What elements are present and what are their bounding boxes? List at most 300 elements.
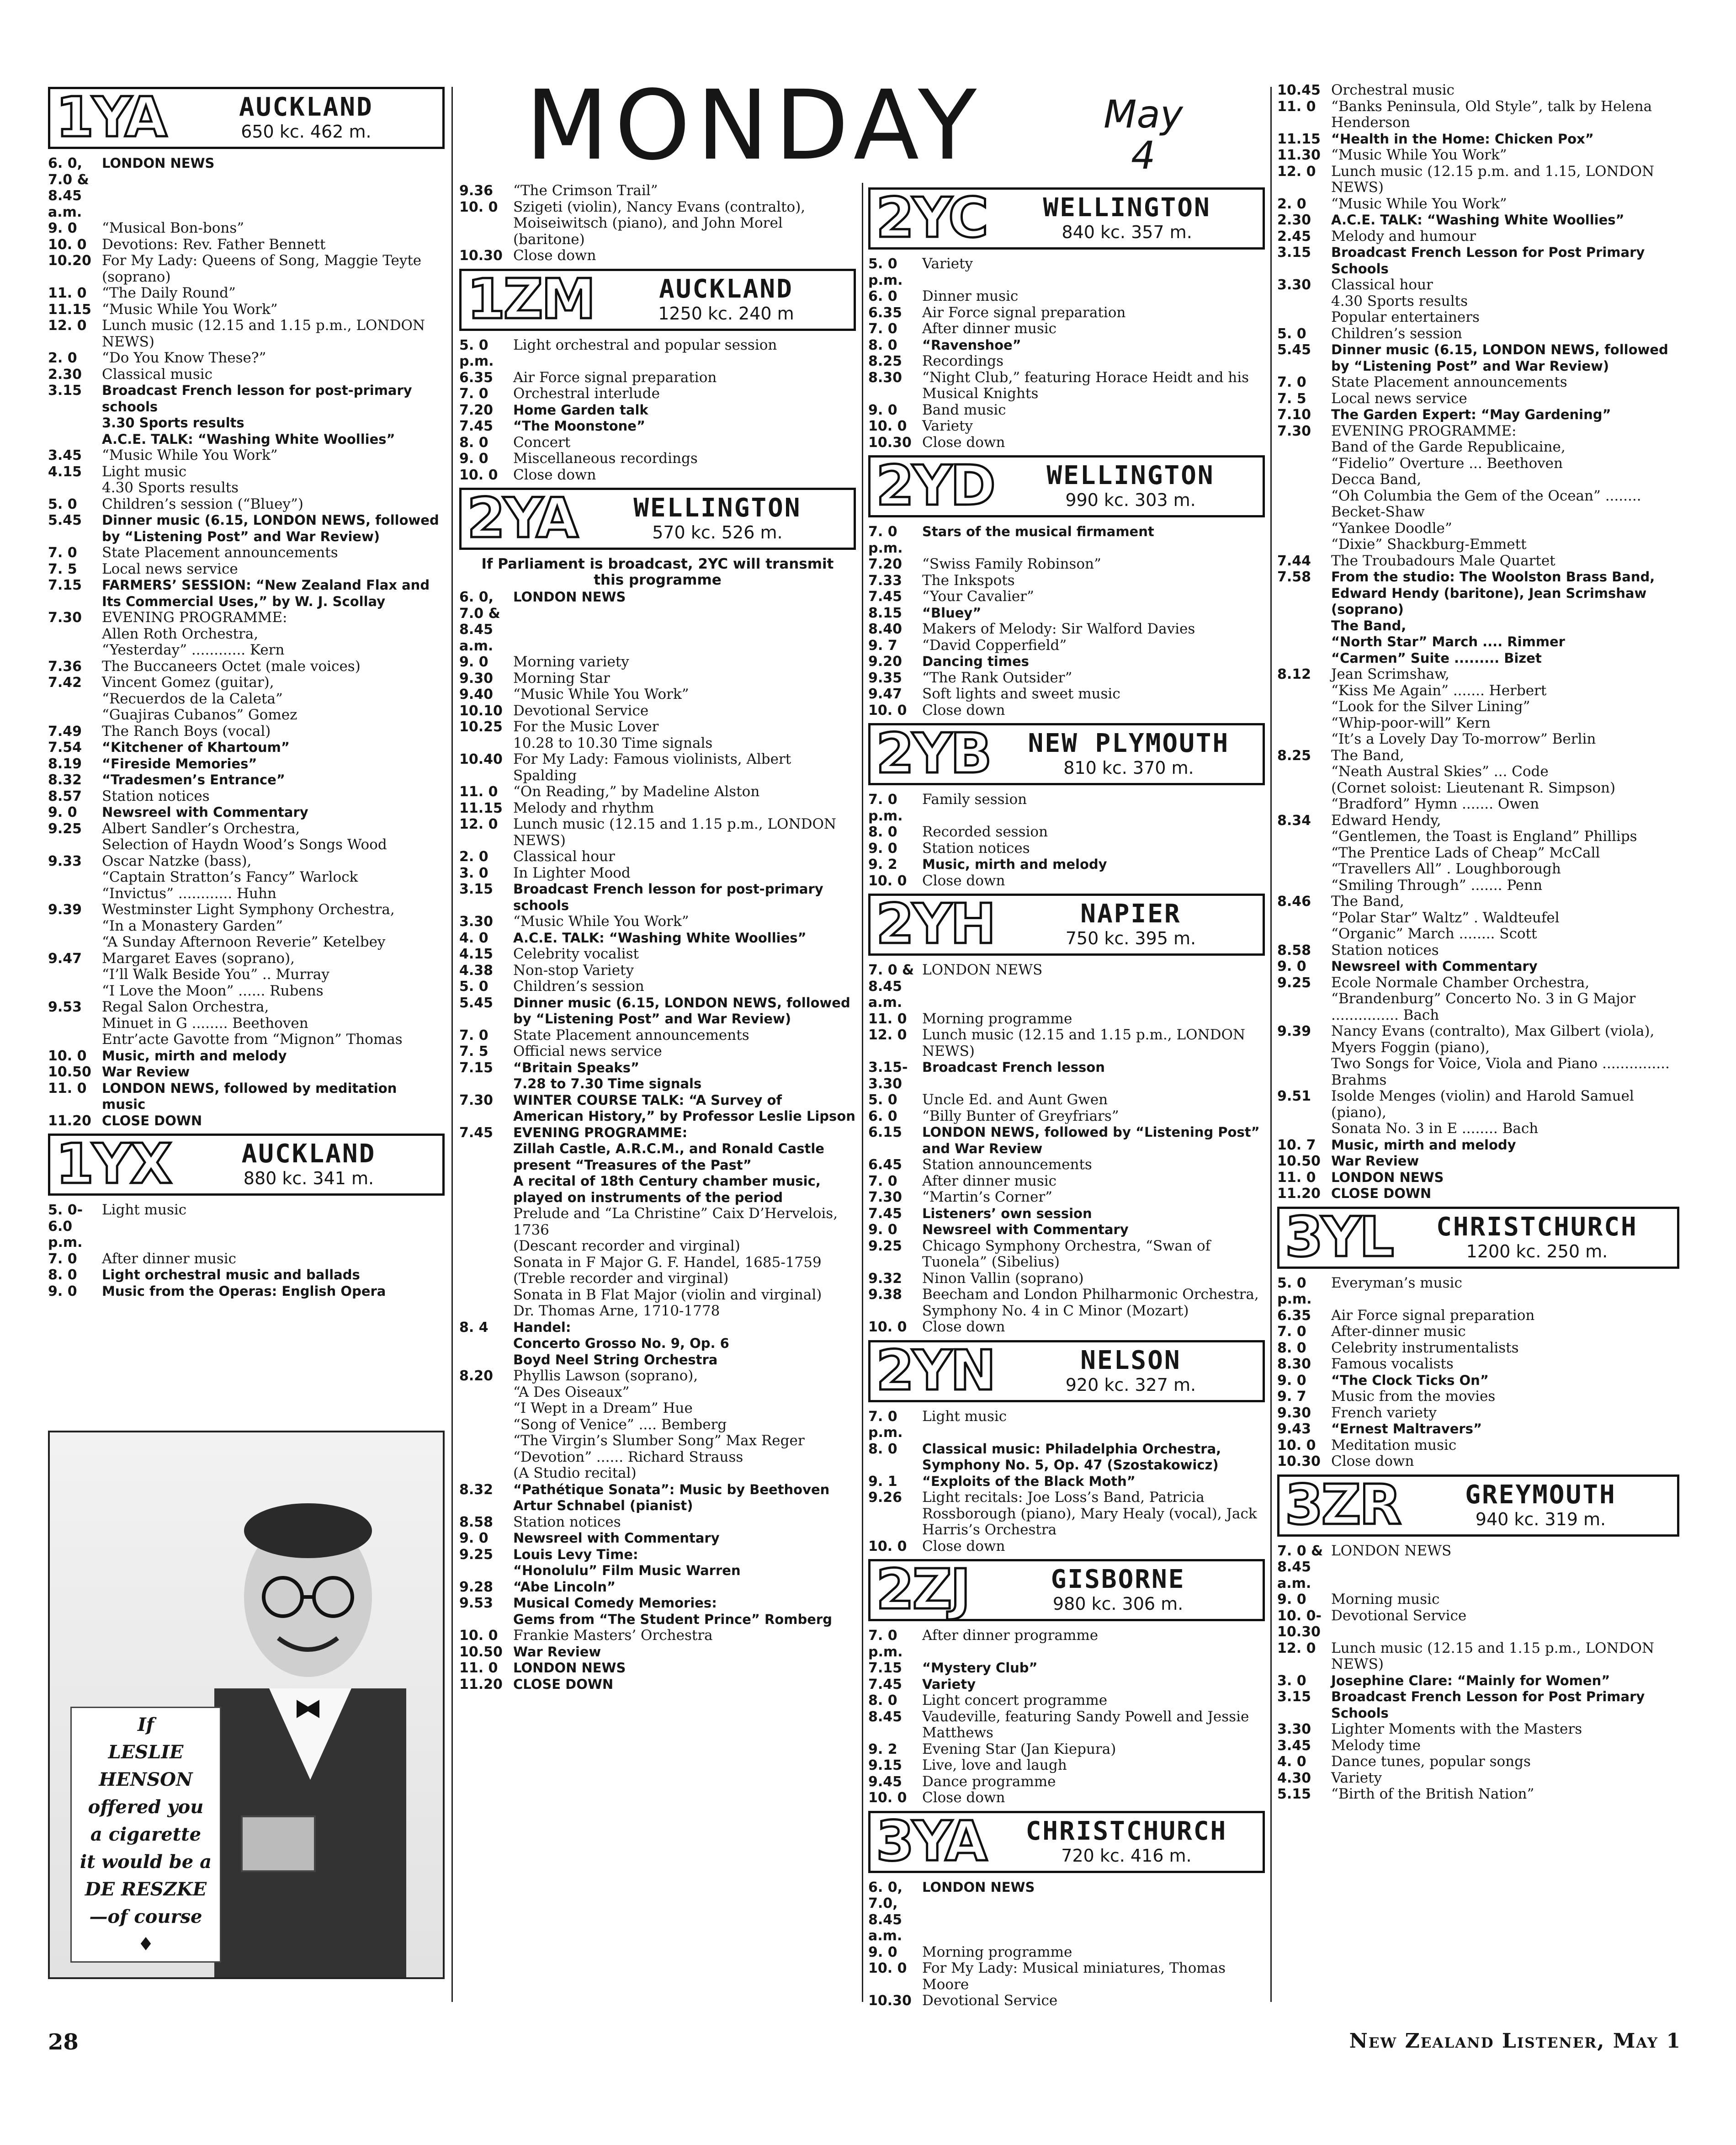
programme-title: War Review bbox=[102, 1064, 190, 1080]
programme-title: Listeners’ own session bbox=[922, 1205, 1092, 1221]
station-logo: 2ZJ bbox=[876, 1558, 969, 1622]
programme-time: 10. 0 bbox=[459, 199, 498, 215]
programme-row bbox=[1277, 1421, 1679, 1437]
programme-title: “Music While You Work” bbox=[1331, 147, 1507, 163]
programme-row bbox=[459, 1514, 856, 1531]
programme-row bbox=[868, 1960, 1265, 1993]
programme-title: Local news service bbox=[102, 560, 238, 577]
programme-time: 10. 0 bbox=[48, 1048, 87, 1064]
programme-row bbox=[459, 1092, 856, 1125]
programme-time: 9. 0 bbox=[459, 451, 488, 467]
programme-row bbox=[1277, 1437, 1679, 1454]
programme-title: “Music While You Work” bbox=[513, 913, 689, 930]
programme-title: Uncle Ed. and Aunt Gwen bbox=[922, 1091, 1108, 1108]
programme-row bbox=[1277, 942, 1679, 959]
programme-row bbox=[48, 561, 445, 578]
programme-title: Recordings bbox=[922, 353, 1004, 369]
programme-time: 11.20 bbox=[459, 1676, 503, 1693]
programme-title: Devotions: Rev. Father Bennett bbox=[102, 236, 326, 253]
day-number: 4 bbox=[1131, 133, 1156, 178]
programme-time bbox=[459, 1206, 513, 1320]
programme-row bbox=[459, 1660, 856, 1677]
programme-row bbox=[868, 1993, 1265, 2007]
programme-title: “Do You Know These?” bbox=[102, 350, 266, 366]
programme-row bbox=[459, 183, 856, 199]
programme-title: Handel: Concerto Grosso No. 9, Op. 6 Boyd Neel String Orchestra bbox=[513, 1319, 729, 1368]
programme-title: Lunch music (12.15 and 1.15 p.m., LONDON NEWS) bbox=[102, 317, 425, 350]
station-frequency: 570 kc. 526 m. bbox=[652, 522, 783, 543]
programme-row bbox=[459, 1043, 856, 1060]
column-2 bbox=[459, 183, 856, 2007]
ad-text-line: —of course bbox=[89, 1906, 202, 1927]
programme-title: Dance tunes, popular songs bbox=[1331, 1753, 1531, 1770]
programme-title: Music, mirth and melody bbox=[102, 1048, 287, 1064]
programme-time: 7.45 bbox=[868, 1205, 903, 1222]
programme-time: 9.26 bbox=[868, 1490, 903, 1506]
programme-row bbox=[1277, 423, 1679, 553]
programme-title: Children’s session (“Bluey”) bbox=[102, 495, 303, 512]
programme-title: “Fireside Memories” bbox=[102, 756, 257, 772]
programme-time: 9.53 bbox=[459, 1595, 494, 1611]
programme-title: LONDON NEWS bbox=[1331, 1169, 1444, 1185]
ad-text-line: offered you bbox=[88, 1796, 204, 1818]
station-city: NEW PLYMOUTH bbox=[1028, 729, 1230, 759]
programme-row bbox=[48, 756, 445, 772]
programme-time: 8.58 bbox=[1277, 942, 1311, 958]
station-city: GREYMOUTH bbox=[1465, 1480, 1616, 1510]
date-label bbox=[1104, 94, 1183, 176]
programme-row bbox=[48, 367, 445, 383]
programme-row bbox=[1277, 1405, 1679, 1421]
programme-time: 7. 0 p.m. bbox=[868, 1408, 903, 1441]
programme-title: “The Crimson Trail” bbox=[513, 183, 658, 199]
programme-title: Dance programme bbox=[922, 1773, 1056, 1790]
programme-row bbox=[459, 671, 856, 687]
programme-row bbox=[868, 686, 1265, 703]
programme-title: Morning Star bbox=[513, 670, 610, 687]
programme-time: 7.30 bbox=[1277, 423, 1311, 439]
programme-row bbox=[868, 1222, 1265, 1238]
programme-time: 5.45 bbox=[1277, 342, 1311, 358]
programme-row bbox=[1277, 813, 1679, 894]
programme-time: 9. 0 bbox=[868, 840, 897, 857]
programme-title: Concert bbox=[513, 434, 571, 451]
programme-title: After dinner music bbox=[102, 1250, 237, 1267]
programme-title: The Buccaneers Octet (male voices) bbox=[102, 658, 361, 675]
programme-title: Music, mirth and melody bbox=[1331, 1137, 1516, 1153]
programme-time: 8.57 bbox=[48, 788, 82, 804]
programme-title: “Britain Speaks” 7.28 to 7.30 Time signals bbox=[513, 1059, 702, 1091]
programme-row bbox=[868, 353, 1265, 370]
programme-row bbox=[459, 946, 856, 963]
programme-time: 8.19 bbox=[48, 756, 82, 772]
station-frequency: 810 kc. 370 m. bbox=[1063, 758, 1194, 778]
programme-title: WINTER COURSE TALK: “A Survey of American History,” by Professor Leslie Lipson bbox=[513, 1092, 855, 1124]
programme-title: Light recitals: Joe Loss’s Band, Patricia Rossborough (piano), Mary Healy (vocal), Jack Harris’s Orchestra bbox=[922, 1489, 1257, 1538]
programme-title: FARMERS’ SESSION: “New Zealand Flax and Its Commercial Uses,” by W. J. Scollay bbox=[102, 577, 430, 609]
programme-title: “Your Cavalier” bbox=[922, 588, 1034, 605]
programme-title: Air Force signal preparation bbox=[513, 369, 717, 386]
programme-time: 2.30 bbox=[48, 366, 82, 383]
programme-time: 11.15 bbox=[48, 301, 91, 318]
programme-title: Dinner music bbox=[922, 288, 1019, 304]
programme-row bbox=[48, 496, 445, 513]
programme-time: 9. 0 bbox=[48, 220, 77, 236]
programme-row bbox=[868, 654, 1265, 670]
programme-title: Melody time bbox=[1331, 1737, 1421, 1754]
programme-title: Station notices bbox=[922, 840, 1030, 857]
programme-time: 11. 0 bbox=[459, 784, 498, 800]
programme-time: 7.30 bbox=[48, 610, 82, 626]
programme-row bbox=[868, 337, 1265, 354]
programme-time: 9.47 bbox=[48, 950, 82, 967]
programme-title: Dinner music (6.15, LONDON NEWS, followed by “Listening Post” and War Review) bbox=[513, 995, 850, 1027]
programme-title: Newsreel with Commentary bbox=[102, 804, 308, 820]
programme-time: 9. 7 bbox=[868, 637, 897, 654]
programme-title: Variety bbox=[922, 255, 973, 272]
programme-title: Melody and humour bbox=[1331, 228, 1476, 245]
programme-time: 7.20 bbox=[459, 402, 494, 418]
programme-row bbox=[48, 253, 445, 285]
programme-time: 8. 0 bbox=[868, 824, 897, 840]
programme-row bbox=[1277, 212, 1679, 229]
station-city: WELLINGTON bbox=[1043, 193, 1211, 223]
programme-title: Famous vocalists bbox=[1331, 1356, 1454, 1372]
programme-time: 7.49 bbox=[48, 723, 82, 740]
programme-title: For My Lady: Queens of Song, Maggie Teyte (soprano) bbox=[102, 252, 422, 285]
programme-time: 11. 0 bbox=[868, 1011, 907, 1027]
ad-text-line: If bbox=[138, 1714, 154, 1735]
programme-row bbox=[868, 435, 1265, 451]
programme-row bbox=[868, 1124, 1265, 1157]
programme-row bbox=[868, 824, 1265, 841]
programme-row bbox=[1277, 894, 1679, 942]
programme-row bbox=[1277, 666, 1679, 748]
programme-row bbox=[459, 979, 856, 995]
station-header bbox=[48, 87, 445, 149]
programme-time: 7.42 bbox=[48, 675, 82, 691]
programme-title: Louis Levy Time: “Honolulu” Film Music Warren bbox=[513, 1546, 741, 1578]
programme-time: 3. 0 bbox=[459, 865, 488, 881]
programme-row bbox=[1277, 958, 1679, 975]
programme-title: Orchestral interlude bbox=[513, 385, 660, 402]
programme-time: 10. 0 bbox=[48, 236, 87, 253]
programme-time: 9.43 bbox=[1277, 1421, 1311, 1437]
programme-title: After dinner music bbox=[922, 1172, 1057, 1189]
programme-time: 4. 0 bbox=[1277, 1754, 1306, 1770]
programme-time: 10. 0 bbox=[868, 418, 907, 434]
programme-time: 7. 5 bbox=[1277, 390, 1306, 407]
station-city: WELLINGTON bbox=[1046, 461, 1215, 491]
station-frequency: 980 kc. 306 m. bbox=[1052, 1594, 1184, 1614]
programme-time: 8. 0 bbox=[459, 434, 488, 451]
programme-title: Newsreel with Commentary bbox=[922, 1222, 1129, 1237]
programme-title: Prelude and “La Christine” Caix D’Hervelois, 1736 (Descant recorder and virginal) Sonata in F Major G. F. Handel, 1685-1759 (Treble recorder and virginal) Sonata in B Flat Major (violin and virginal) Dr. Thomas Arne, 1710-1778 bbox=[513, 1205, 838, 1319]
programme-row bbox=[1277, 196, 1679, 213]
programme-row bbox=[868, 1944, 1265, 1961]
station-header bbox=[868, 1559, 1265, 1621]
programme-time: 5. 0 p.m. bbox=[459, 337, 494, 369]
programme-title: “Tradesmen’s Entrance” bbox=[102, 772, 285, 788]
programme-title: Live, love and laugh bbox=[922, 1757, 1067, 1773]
station-city: NELSON bbox=[1080, 1345, 1181, 1375]
programme-row bbox=[868, 1441, 1265, 1474]
programme-time: 7. 0 p.m. bbox=[868, 1628, 903, 1660]
programme-title: Band music bbox=[922, 401, 1006, 418]
programme-title: Lunch music (12.15 and 1.15 p.m., LONDON NEWS) bbox=[513, 816, 836, 849]
programme-time: 7. 0 p.m. bbox=[868, 524, 903, 556]
programme-row bbox=[459, 418, 856, 435]
programme-title: Melody and rhythm bbox=[513, 799, 654, 816]
programme-time: 5. 0-6.0 p.m. bbox=[48, 1202, 83, 1251]
programme-row bbox=[1277, 1770, 1679, 1787]
programme-row bbox=[1277, 1137, 1679, 1154]
programme-title: Morning music bbox=[1331, 1591, 1440, 1607]
programme-title: Makers of Melody: Sir Walford Davies bbox=[922, 621, 1195, 637]
programme-row bbox=[48, 220, 445, 237]
programme-time: 9. 2 bbox=[868, 857, 897, 873]
programme-row bbox=[1277, 131, 1679, 148]
programme-row bbox=[868, 573, 1265, 589]
programme-row bbox=[1277, 374, 1679, 391]
programme-row bbox=[48, 1251, 445, 1267]
programme-time: 8.25 bbox=[1277, 747, 1311, 764]
programme-row bbox=[868, 1709, 1265, 1741]
station-frequency: 1200 kc. 250 m. bbox=[1466, 1241, 1608, 1261]
programme-title: Vincent Gomez (guitar), “Recuerdos de la Caleta” “Guajiras Cubanos” Gomez bbox=[102, 674, 297, 723]
programme-row bbox=[48, 1283, 445, 1300]
programme-time: 8.15 bbox=[868, 605, 903, 621]
column-rule bbox=[1270, 87, 1272, 2002]
programme-title: Meditation music bbox=[1331, 1437, 1457, 1453]
programme-time: 9.25 bbox=[48, 820, 82, 837]
programme-time: 7.33 bbox=[868, 572, 903, 589]
programme-title: Classical hour 4.30 Sports results Popular entertainers bbox=[1331, 277, 1480, 325]
programme-title: “Music While You Work” bbox=[1331, 195, 1507, 212]
programme-title: Official news service bbox=[513, 1043, 662, 1059]
programme-title: “Health in the Home: Chicken Pox” bbox=[1331, 131, 1594, 147]
station-info bbox=[1004, 462, 1257, 511]
programme-row bbox=[459, 930, 856, 947]
programme-row bbox=[459, 703, 856, 719]
programme-time: 7.36 bbox=[48, 658, 82, 675]
programme-title: Station notices bbox=[102, 788, 210, 804]
programme-row bbox=[868, 1741, 1265, 1758]
programme-row bbox=[459, 751, 856, 784]
programme-time: 9.25 bbox=[1277, 974, 1311, 991]
programme-title: Ecole Normale Chamber Orchestra, “Brandenburg” Concerto No. 3 in G Major ............... Bach bbox=[1331, 974, 1636, 1023]
programme-time: 7. 0 bbox=[1277, 374, 1306, 390]
programme-row bbox=[1277, 82, 1679, 99]
programme-time: 9. 0 bbox=[459, 1530, 488, 1546]
programme-time: 9. 0 bbox=[868, 402, 897, 418]
ad-text-line: HENSON bbox=[99, 1769, 193, 1790]
programme-row bbox=[868, 556, 1265, 573]
programme-title: Newsreel with Commentary bbox=[513, 1530, 720, 1546]
programme-time: 8. 0 bbox=[868, 1441, 897, 1457]
programme-title: Devotional Service bbox=[513, 702, 649, 719]
programme-row bbox=[459, 784, 856, 800]
programme-title: Frankie Masters’ Orchestra bbox=[513, 1627, 713, 1644]
programme-title: Celebrity vocalist bbox=[513, 946, 639, 962]
programme-row bbox=[459, 800, 856, 817]
station-info bbox=[1000, 729, 1257, 778]
programme-time: 9. 0 bbox=[1277, 1591, 1306, 1607]
programme-time: 9.32 bbox=[868, 1270, 903, 1287]
programme-time: 7.45 bbox=[459, 418, 494, 434]
programme-time: 3.15 bbox=[48, 383, 82, 399]
station-logo: 3ZR bbox=[1285, 1473, 1400, 1537]
programme-title: Isolde Menges (violin) and Harold Samuel (piano), Sonata No. 3 in E ........ Bach bbox=[1331, 1088, 1634, 1137]
programme-time: 9.51 bbox=[1277, 1088, 1311, 1104]
programme-row bbox=[459, 687, 856, 703]
programme-time: 8.12 bbox=[1277, 666, 1311, 682]
programme-title: Stars of the musical firmament bbox=[922, 524, 1154, 539]
programme-row bbox=[48, 350, 445, 367]
programme-time: 4.30 bbox=[1277, 1770, 1311, 1786]
programme-title: Albert Sandler’s Orchestra, Selection of Haydn Wood’s Songs Wood bbox=[102, 820, 387, 853]
programme-time: 9. 0 bbox=[868, 1222, 897, 1238]
column-rule bbox=[862, 183, 863, 2002]
station-city: CHRISTCHURCH bbox=[1025, 1816, 1227, 1846]
programme-title: The Troubadours Male Quartet bbox=[1331, 552, 1555, 569]
programme-title: After dinner programme bbox=[922, 1627, 1099, 1644]
programme-time: 5. 0 bbox=[1277, 325, 1306, 342]
programme-row bbox=[48, 1064, 445, 1080]
programme-time: 6. 0 bbox=[868, 288, 897, 304]
programme-row bbox=[1277, 1738, 1679, 1754]
programme-row bbox=[1277, 1153, 1679, 1170]
ad-card bbox=[70, 1707, 221, 1963]
programme-row bbox=[48, 383, 445, 447]
programme-title: A.C.E. TALK: “Washing White Woollies” bbox=[513, 930, 807, 946]
programme-row bbox=[868, 1693, 1265, 1709]
programme-row bbox=[868, 1790, 1265, 1806]
programme-title: Close down bbox=[513, 466, 596, 483]
programme-row bbox=[1277, 1640, 1679, 1673]
station-info bbox=[979, 1565, 1257, 1614]
programme-title: “The Clock Ticks On” bbox=[1331, 1372, 1489, 1388]
programme-row bbox=[868, 1409, 1265, 1441]
programme-row bbox=[459, 589, 856, 654]
programme-row bbox=[459, 1644, 856, 1661]
programme-title: Szigeti (violin), Nancy Evans (contralto), Moiseiwitsch (piano), and John Morel (baritone) bbox=[513, 198, 806, 248]
programme-row bbox=[459, 199, 856, 248]
programme-time: 10. 0 bbox=[868, 1960, 907, 1976]
programme-title: Morning programme bbox=[922, 1010, 1072, 1027]
programme-time: 7.15 bbox=[48, 577, 82, 593]
programme-title: Evening Star (Jan Kiepura) bbox=[922, 1740, 1116, 1757]
programme-title: LONDON NEWS, followed by “Listening Post” and War Review bbox=[922, 1124, 1260, 1156]
programme-time: 5. 0 bbox=[868, 1092, 897, 1108]
column-4 bbox=[1277, 82, 1679, 2002]
programme-row bbox=[868, 605, 1265, 622]
programme-time: 7.58 bbox=[1277, 569, 1311, 585]
station-frequency: 720 kc. 416 m. bbox=[1061, 1845, 1192, 1866]
programme-row bbox=[1277, 342, 1679, 374]
programme-row bbox=[48, 772, 445, 788]
programme-time: 7. 0 & 8.45 a.m. bbox=[868, 962, 914, 1011]
programme-row bbox=[48, 740, 445, 756]
programme-time: 6.35 bbox=[459, 369, 494, 386]
programme-title: Home Garden talk bbox=[513, 402, 648, 418]
programme-title: LONDON NEWS bbox=[513, 589, 626, 605]
programme-row bbox=[48, 724, 445, 740]
station-frequency: 940 kc. 319 m. bbox=[1475, 1509, 1606, 1529]
programme-time: 9. 0 bbox=[459, 654, 488, 670]
programme-row bbox=[459, 914, 856, 930]
programme-title: Music, mirth and melody bbox=[922, 857, 1107, 872]
programme-title: “Night Club,” featuring Horace Heidt and his Musical Knights bbox=[922, 369, 1249, 402]
programme-row bbox=[459, 1579, 856, 1596]
programme-title: “Mystery Club” bbox=[922, 1660, 1038, 1676]
programme-title: “Swiss Family Robinson” bbox=[922, 556, 1101, 572]
programme-row bbox=[868, 1757, 1265, 1774]
programme-row bbox=[48, 675, 445, 724]
station-logo: 2YC bbox=[876, 186, 987, 250]
programme-row bbox=[868, 1059, 1265, 1092]
programme-row bbox=[459, 719, 856, 751]
programme-title: Music from the movies bbox=[1331, 1388, 1496, 1405]
programme-title: LONDON NEWS, followed by meditation music bbox=[102, 1080, 397, 1112]
station-frequency: 920 kc. 327 m. bbox=[1065, 1374, 1196, 1395]
programme-title: Westminster Light Symphony Orchestra, “In a Monastery Garden” “A Sunday Afternoon Reverie” Ketelbey bbox=[102, 901, 395, 950]
programme-row bbox=[868, 1092, 1265, 1108]
programme-row bbox=[1277, 245, 1679, 277]
programme-time: 7.15 bbox=[868, 1660, 903, 1676]
programme-time: 10. 0 bbox=[868, 1319, 907, 1335]
programme-title: Light music bbox=[102, 1202, 187, 1218]
programme-time: 10.30 bbox=[868, 434, 912, 451]
programme-title: Ninon Vallin (soprano) bbox=[922, 1270, 1084, 1287]
programme-row bbox=[48, 1080, 445, 1113]
programme-title: In Lighter Mood bbox=[513, 864, 631, 881]
programme-row bbox=[459, 865, 856, 882]
programme-time: 12. 0 bbox=[48, 318, 87, 334]
programme-time: 10.30 bbox=[1277, 1453, 1321, 1469]
programme-time: 6.15 bbox=[868, 1124, 903, 1140]
programme-title: Nancy Evans (contralto), Max Gilbert (viola), Myers Foggin (piano), Two Songs for Voice, Viola and Piano ............... Brahms bbox=[1331, 1023, 1670, 1088]
programme-row bbox=[868, 1238, 1265, 1271]
station-info bbox=[587, 494, 848, 543]
programme-row bbox=[1277, 1275, 1679, 1308]
page-number: 28 bbox=[48, 2029, 79, 2055]
programme-time: 7. 0 bbox=[459, 1027, 488, 1043]
programme-time: 9.53 bbox=[48, 999, 82, 1015]
programme-row bbox=[868, 621, 1265, 638]
programme-title: “Music While You Work” bbox=[513, 686, 689, 703]
ad-text-line: ♦ bbox=[138, 1933, 154, 1955]
programme-time: 2. 0 bbox=[48, 350, 77, 366]
programme-time: 11.30 bbox=[1277, 147, 1321, 163]
programme-title: War Review bbox=[513, 1644, 601, 1660]
programme-time: 12. 0 bbox=[868, 1027, 907, 1043]
programme-time: 8.30 bbox=[868, 369, 903, 386]
programme-row bbox=[459, 816, 856, 849]
ad-text-line: it would be a bbox=[80, 1851, 212, 1873]
programme-row bbox=[48, 464, 445, 496]
station-header bbox=[1277, 1474, 1679, 1537]
ad-text-line: LESLIE bbox=[108, 1741, 184, 1763]
programme-row bbox=[868, 1774, 1265, 1790]
programme-time: 10.30 bbox=[459, 248, 503, 264]
programme-title: Lunch music (12.15 p.m. and 1.15, LONDON NEWS) bbox=[1331, 163, 1654, 196]
station-frequency: 650 kc. 462 m. bbox=[241, 122, 372, 142]
station-logo: 2YB bbox=[876, 722, 990, 786]
station-header bbox=[1277, 1207, 1679, 1269]
programme-time: 8. 0 bbox=[868, 1693, 897, 1709]
programme-time: 9.39 bbox=[48, 902, 82, 918]
